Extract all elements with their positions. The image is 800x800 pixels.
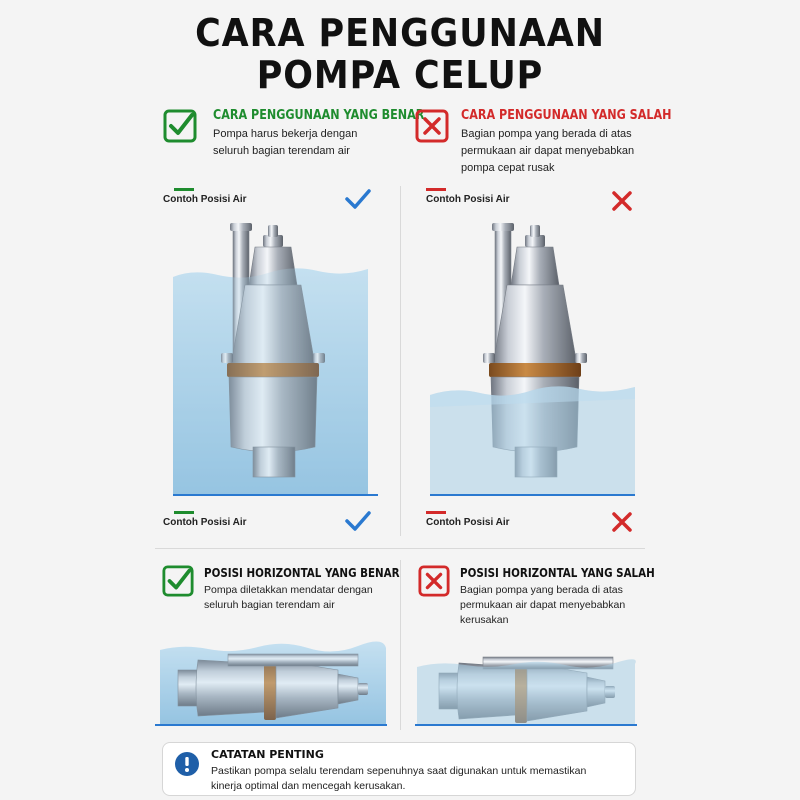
water-position-label-bottom: Contoh Posisi Air [163,517,247,528]
water-floor-line-right [430,494,635,496]
water-floor-line-left [173,494,378,496]
horizontal-wrong-desc-2: permukaan air dapat menyebabkan [460,599,626,611]
correct-usage-desc-2: seluruh bagian terendam air [213,145,350,157]
wrong-water-position-label-bottom: Contoh Posisi Air [426,517,510,528]
horizontal-panel-divider [400,560,401,730]
wrong-cross-box-icon [415,109,449,148]
important-note-line-2: kinerja optimal dan mencegah kerusakan. [211,780,406,792]
horizontal-wrong-cross-box-icon [418,565,450,602]
red-cross-icon [610,189,634,218]
info-icon [174,751,200,782]
horizontal-correct-desc-2: seluruh bagian terendam air [204,599,335,611]
correct-check-box-icon [163,109,197,148]
important-note-title: CATATAN PENTING [211,748,324,761]
horizontal-correct-desc-1: Pompa diletakkan mendatar dengan [204,584,373,596]
section-divider [155,548,645,549]
correct-usage-desc-1: Pompa harus bekerja dengan [213,128,358,140]
blue-check-icon [344,188,372,215]
horizontal-water-floor-left [155,724,387,726]
correct-usage-heading: CARA PENGGUNAAN YANG BENAR [213,108,425,123]
horizontal-wrong-desc-1: Bagian pompa yang berada di atas [460,584,623,596]
horizontal-water-floor-right [415,724,637,726]
position-marker-red-bottom [426,511,446,514]
horizontal-correct-heading: POSISI HORIZONTAL YANG BENAR [204,566,400,580]
horizontal-wrong-desc-3: kerusakan [460,614,509,626]
red-cross-icon-bottom [610,510,634,539]
horizontal-correct-check-box-icon [162,565,194,602]
page-title-line2: POMPA CELUP [256,53,544,97]
submerged-vertical-pump-illustration [163,215,378,505]
horizontal-submerged-pump-illustration [158,640,388,730]
wrong-usage-heading: CARA PENGGUNAAN YANG SALAH [461,108,672,123]
horizontal-wrong-heading: POSISI HORIZONTAL YANG SALAH [460,566,655,580]
important-note-line-1: Pastikan pompa selalu terendam sepenuhnya saat digunakan untuk memastikan [211,765,587,777]
wrong-water-position-label-top: Contoh Posisi Air [426,194,510,205]
panel-divider [400,186,401,536]
horizontal-partially-submerged-pump-illustration [415,645,637,730]
page-title-line1: CARA PENGGUNAAN [195,11,605,55]
wrong-usage-desc-3: pompa cepat rusak [461,162,555,174]
blue-check-icon-bottom [344,510,372,537]
wrong-usage-desc-2: permukaan air dapat menyebabkan [461,145,635,157]
position-marker-red [426,188,446,191]
position-marker-green-bottom [174,511,194,514]
position-marker-green [174,188,194,191]
wrong-usage-desc-1: Bagian pompa yang berada di atas [461,128,632,140]
water-position-label-top: Contoh Posisi Air [163,194,247,205]
partially-submerged-vertical-pump-illustration [420,215,645,505]
